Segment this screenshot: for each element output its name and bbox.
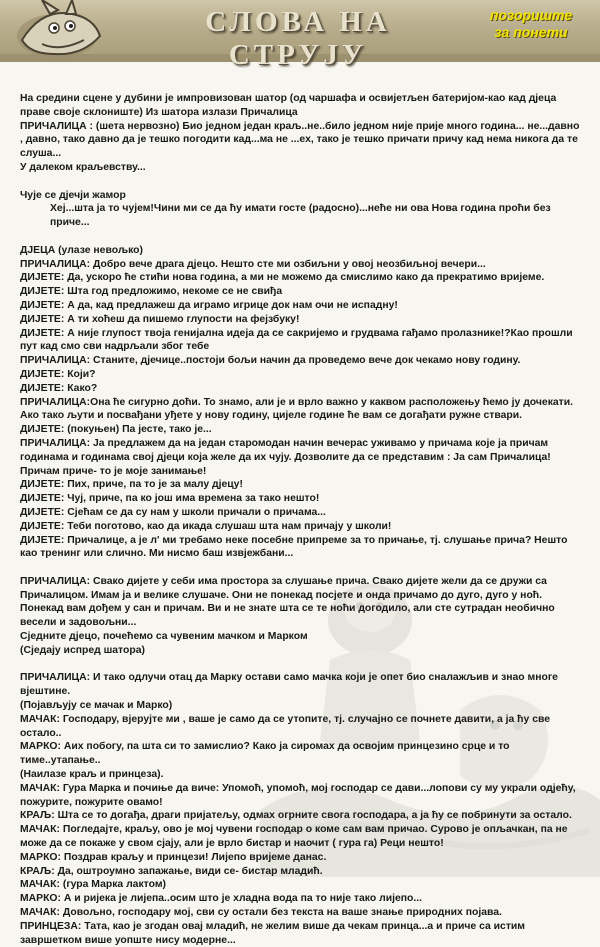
script-line: ДИЈЕТЕ: Теби поготово, као да икада слушаш шта нам причају у школи! — [20, 520, 392, 532]
script-line: ДИЈЕТЕ: Чуј, приче, па ко још има времена за тако нешто! — [20, 493, 320, 505]
script-line: ПРИЧАЛИЦА:Она ће сигурно доћи. То знамо, али је и врло важно у каквом расположењу ћемо ју дочекати. Ако тако љути и посвађани уђете у нову годину, цијеле године ће вам се догађати ружне ствари. — [20, 396, 574, 422]
script-line: ДИЈЕТЕ: А није глупост твоја генијална идеја да се сакријемо и грудвама гађамо пролазнике!?Као прошли пут кад смо сви надрљали због тебе — [20, 327, 573, 353]
blank-line — [20, 658, 582, 672]
script-line: ДИЈЕТЕ: А ти хоћеш да пишемо глупости на фејзбуку! — [20, 313, 300, 325]
script-line: ДИЈЕТЕ: Да, ускоро ће стићи нова година, а ми не можемо да смислимо како да прекратимо вријеме. — [20, 272, 545, 284]
script-line: КРАЉ: Да, оштроумно запажање, види се- бистар младић. — [20, 865, 323, 877]
script-line: МАЧАК: Господару, вјерујте ми , ваше је само да се утопите, тј. случајно се почнете давити, а ја ћу све остало.. — [20, 713, 551, 739]
script-line: ДИЈЕТЕ: Како? — [20, 382, 98, 394]
script-line: ПРИЧАЛИЦА: Свако дијете у себи има простора за слушање прича. Свако дијете жели да се дружи са Причалицом. Имам ја и велике слушаче. Они не понекад посјете и онда причамо до дуго, дуго у ноћ. Понекад вам дођем у сан и причам. Ви и не знате шта се те ноћи догодило, али сте сутрадан необично весели и задовољни... — [20, 575, 555, 629]
script-line: ДИЈЕТЕ: (покуњен) Па јесте, тако је... — [20, 424, 212, 436]
script-line: МАРКО: А и ријека је лијепа..осим што је хладна вода па то није тако лијепо... — [20, 893, 423, 905]
script-line: МАЧАК: Довољно, господару мој, сви су остали без текста на ваше знање природних појава. — [20, 907, 502, 919]
theatre-badge — [466, 3, 596, 53]
script-line: ДИЈЕТЕ: Причалице, а је л' ми требамо неке посебне припреме за то причање, тј. слушање прича? Нешто као тренинг или слично. Ми нисмо баш извјежбани... — [20, 534, 568, 560]
script-line: МАЧАК: (гура Марка лактом) — [20, 879, 166, 891]
script-line: Чује се дјечји жамор — [20, 189, 126, 201]
badge-line-1: позориште — [489, 7, 573, 23]
script-line: ПРИЧАЛИЦА: Станите, дјечице..постоји бољи начин да проведемо вече док чекамо нову годину. — [20, 355, 521, 367]
script-line: МАЧАК: Погледајте, краљу, ово је мој чувени господар о коме сам вам причао. Сурово је опљачкан, па не може да се покаже у свом сјају, али је врло бистар и наочит ( гура га) Реци нешто! — [20, 824, 568, 850]
play-script-text — [20, 92, 582, 947]
script-line: (Сједају испред шатора) — [20, 644, 145, 656]
script-line: ДИЈЕТЕ: А да, кад предлажеш да играмо игрице док нам очи не испадну! — [20, 299, 398, 311]
blank-line — [20, 230, 582, 244]
blank-line — [20, 561, 582, 575]
script-line: МАРКО: Поздрав краљу и принцези! Лијепо вријеме данас. — [20, 851, 327, 863]
cartoon-donkey-icon — [2, 0, 112, 62]
script-line: ПРИЧАЛИЦА: Добро вече драга дјецо. Нешто сте ми озбиљни у овој неозбиљној вечери... — [20, 258, 486, 270]
script-line: КРАЉ: Шта се то догађа, драги пријатељу, одмах огрните свога господара, а ја ћу се побринути за остало. — [20, 810, 572, 822]
header-banner — [0, 0, 600, 71]
script-line: ДИЈЕТЕ: Пих, приче, па то је за малу дјецу! — [20, 479, 243, 491]
script-line: Сједните дјецо, почећемо са чувеним мачком и Марком — [20, 631, 308, 643]
script-line: ДИЈЕТЕ: Сјећам се да су нам у школи причали о причама... — [20, 506, 326, 518]
badge-line-2: за понети — [494, 24, 568, 40]
script-line: ПРИЧАЛИЦА: И тако одлучи отац да Марку остави само мачка који је опет био сналажљив и знао многе вјештине. — [20, 672, 558, 698]
script-line: ДИЈЕТЕ: Шта год предложимо, некоме се не свиђа — [20, 286, 283, 298]
script-line: ДИЈЕТЕ: Који? — [20, 368, 96, 380]
script-line: ПРИНЦЕЗА: Тата, као је згодан овај младић, не желим више да чекам принца...а и приче са истим завршетком више уопште нису модерне... — [20, 920, 525, 946]
script-line: У далеком краљевству... — [20, 161, 146, 173]
script-line: Хеј...шта ја то чујем!Чини ми се да ћу имати госте (радосно)...неће ни ова Нова година проћи без приче... — [50, 203, 551, 229]
script-line: На средини сцене у дубини је импровизован шатор (од чаршафа и освијетљен батеријом-као кад дјеца праве своје склониште) Из шатора излази Причалица — [20, 93, 557, 118]
script-line: ПРИЧАЛИЦА: Ја предлажем да на један старомодан начин вечерас уживамо у причама које ја причам годинама и годинама свој дјеци која желе да их чују. Дозволите да се представим : Ја сам Причалица! Причам приче- то је моје занимање! — [20, 437, 551, 477]
script-line: ДЈЕЦА (улазе невољко) — [20, 244, 143, 256]
script-line: (Појављују се мачак и Марко) — [20, 700, 173, 712]
page-title: СЛОВА НА СТРУЈУ — [205, 6, 391, 71]
script-line: ПРИЧАЛИЦА : (шета нервозно) Био једном један краљ..не..било једном није прије много година... не...давно , давно, тако давно да је тешко погодити кад...ма не ...ех, тако је тешко причати причу кад нема никога да те слуша... — [20, 120, 580, 160]
script-line: МАРКО: Аих побогу, па шта си то замислио? Како ја сиромах да освојим принцезино срце и то тиме..утапање.. — [20, 741, 510, 767]
script-line: (Наилазе краљ и принцеза). — [20, 769, 164, 781]
blank-line — [20, 175, 582, 189]
script-line: МАЧАК: Гура Марка и почиње да виче: Упомоћ, упомоћ, мој господар се дави...лопови су му украли одјећу, пожурите, пожурите овамо! — [20, 782, 576, 808]
